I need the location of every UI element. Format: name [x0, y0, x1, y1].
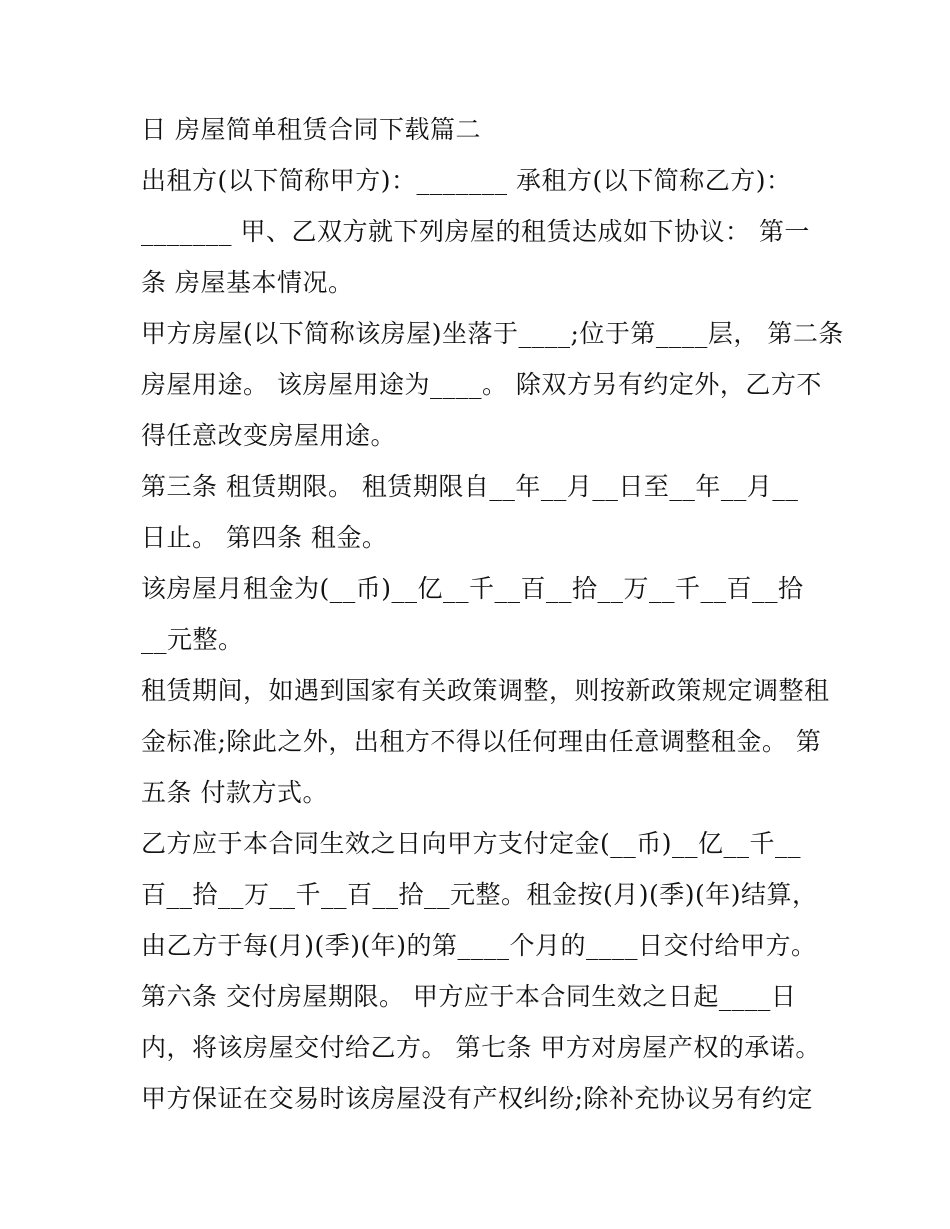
text-line-5: 甲方房屋(以下简称该房屋)坐落于____;位于第____层， 第二条 [141, 319, 844, 348]
text-line-12: 租赁期间，如遇到国家有关政策调整，则按新政策规定调整租 [141, 676, 830, 705]
text-line-3: _______ 甲、乙双方就下列房屋的租赁达成如下协议： 第一 [141, 217, 810, 246]
text-line-16: 百__拾__万__千__百__拾__元整。租金按(月)(季)(年)结算， [141, 880, 818, 909]
text-line-14: 五条 付款方式。 [141, 778, 328, 807]
text-line-8: 第三条 租赁期限。 租赁期限自__年__月__日至__年__月__ [141, 472, 799, 501]
text-line-11: __元整。 [141, 625, 244, 654]
text-line-1: 日 房屋简单租赁合同下载篇二 [141, 115, 481, 144]
text-line-13: 金标准;除此之外，出租方不得以任何理由任意调整租金。 第 [141, 727, 822, 756]
text-line-15: 乙方应于本合同生效之日向甲方支付定金(__币)__亿__千__ [141, 829, 802, 858]
text-line-19: 内，将该房屋交付给乙方。 第七条 甲方对房屋产权的承诺。 [141, 1033, 821, 1062]
text-line-2: 出租方(以下简称甲方)：_______ 承租方(以下简称乙方)： [141, 166, 792, 195]
text-line-18: 第六条 交付房屋期限。 甲方应于本合同生效之日起____日 [141, 982, 797, 1011]
text-line-9: 日止。 第四条 租金。 [141, 523, 388, 552]
text-line-4: 条 房屋基本情况。 [141, 268, 354, 297]
text-line-20: 甲方保证在交易时该房屋没有产权纠纷;除补充协议另有约定 [141, 1084, 813, 1113]
text-line-17: 由乙方于每(月)(季)(年)的第____个月的____日交付给甲方。 [141, 931, 817, 960]
text-line-7: 得任意改变房屋用途。 [141, 421, 397, 450]
text-line-6: 房屋用途。 该房屋用途为____。 除双方另有约定外，乙方不 [141, 370, 822, 399]
text-line-10: 该房屋月租金为(__币)__亿__千__百__拾__万__千__百__拾 [141, 574, 804, 603]
